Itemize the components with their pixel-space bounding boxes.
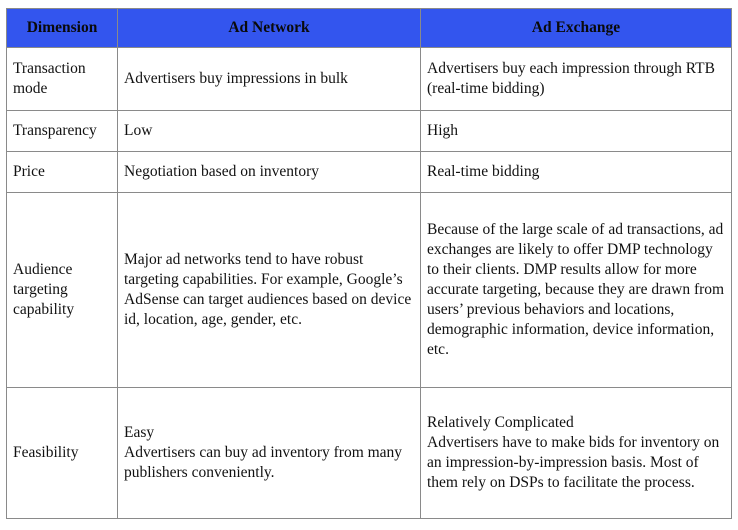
table-row <box>7 193 732 388</box>
ad-network-cell: Major ad networks tend to have robust targeting capabilities. For example, Google’s AdSense can target audiences based on device id, location, age, gender, etc. <box>118 193 421 388</box>
ad-exchange-cell <box>421 388 732 519</box>
dimension-cell: Price <box>7 152 118 193</box>
ad-exchange-cell: Advertisers buy each impression through RTB (real-time bidding) <box>421 48 732 111</box>
ad-exchange-rating: Relatively Complicated <box>427 414 574 431</box>
ad-network-cell: Negotiation based on inventory <box>118 152 421 193</box>
comparison-table <box>6 8 732 519</box>
dimension-cell: Transaction mode <box>7 48 118 111</box>
table-row <box>7 388 732 519</box>
header-ad-exchange: Ad Exchange <box>421 9 732 48</box>
ad-network-rating: Easy <box>124 424 155 441</box>
table-row <box>7 152 732 193</box>
table-row <box>7 111 732 152</box>
ad-exchange-cell: Real-time bidding <box>421 152 732 193</box>
ad-network-cell <box>118 388 421 519</box>
ad-exchange-cell: Because of the large scale of ad transactions, ad exchanges are likely to offer DMP technology to their clients. DMP results allow for more accurate targeting, because they are drawn from users’ previous behaviors and locations, demographic information, device information, etc. <box>421 193 732 388</box>
ad-exchange-cell: High <box>421 111 732 152</box>
ad-network-cell: Advertisers buy impressions in bulk <box>118 48 421 111</box>
ad-network-cell: Low <box>118 111 421 152</box>
header-dimension: Dimension <box>7 9 118 48</box>
ad-network-detail: Advertisers can buy ad inventory from many publishers conveniently. <box>124 444 403 481</box>
dimension-cell: Audience targeting capability <box>7 193 118 388</box>
header-ad-network: Ad Network <box>118 9 421 48</box>
header-row <box>7 9 732 48</box>
dimension-cell: Feasibility <box>7 388 118 519</box>
table-row <box>7 48 732 111</box>
ad-exchange-detail: Advertisers have to make bids for inventory on an impression-by-impression basis. Most of them rely on DSPs to facilitate the process. <box>427 434 720 491</box>
dimension-cell: Transparency <box>7 111 118 152</box>
